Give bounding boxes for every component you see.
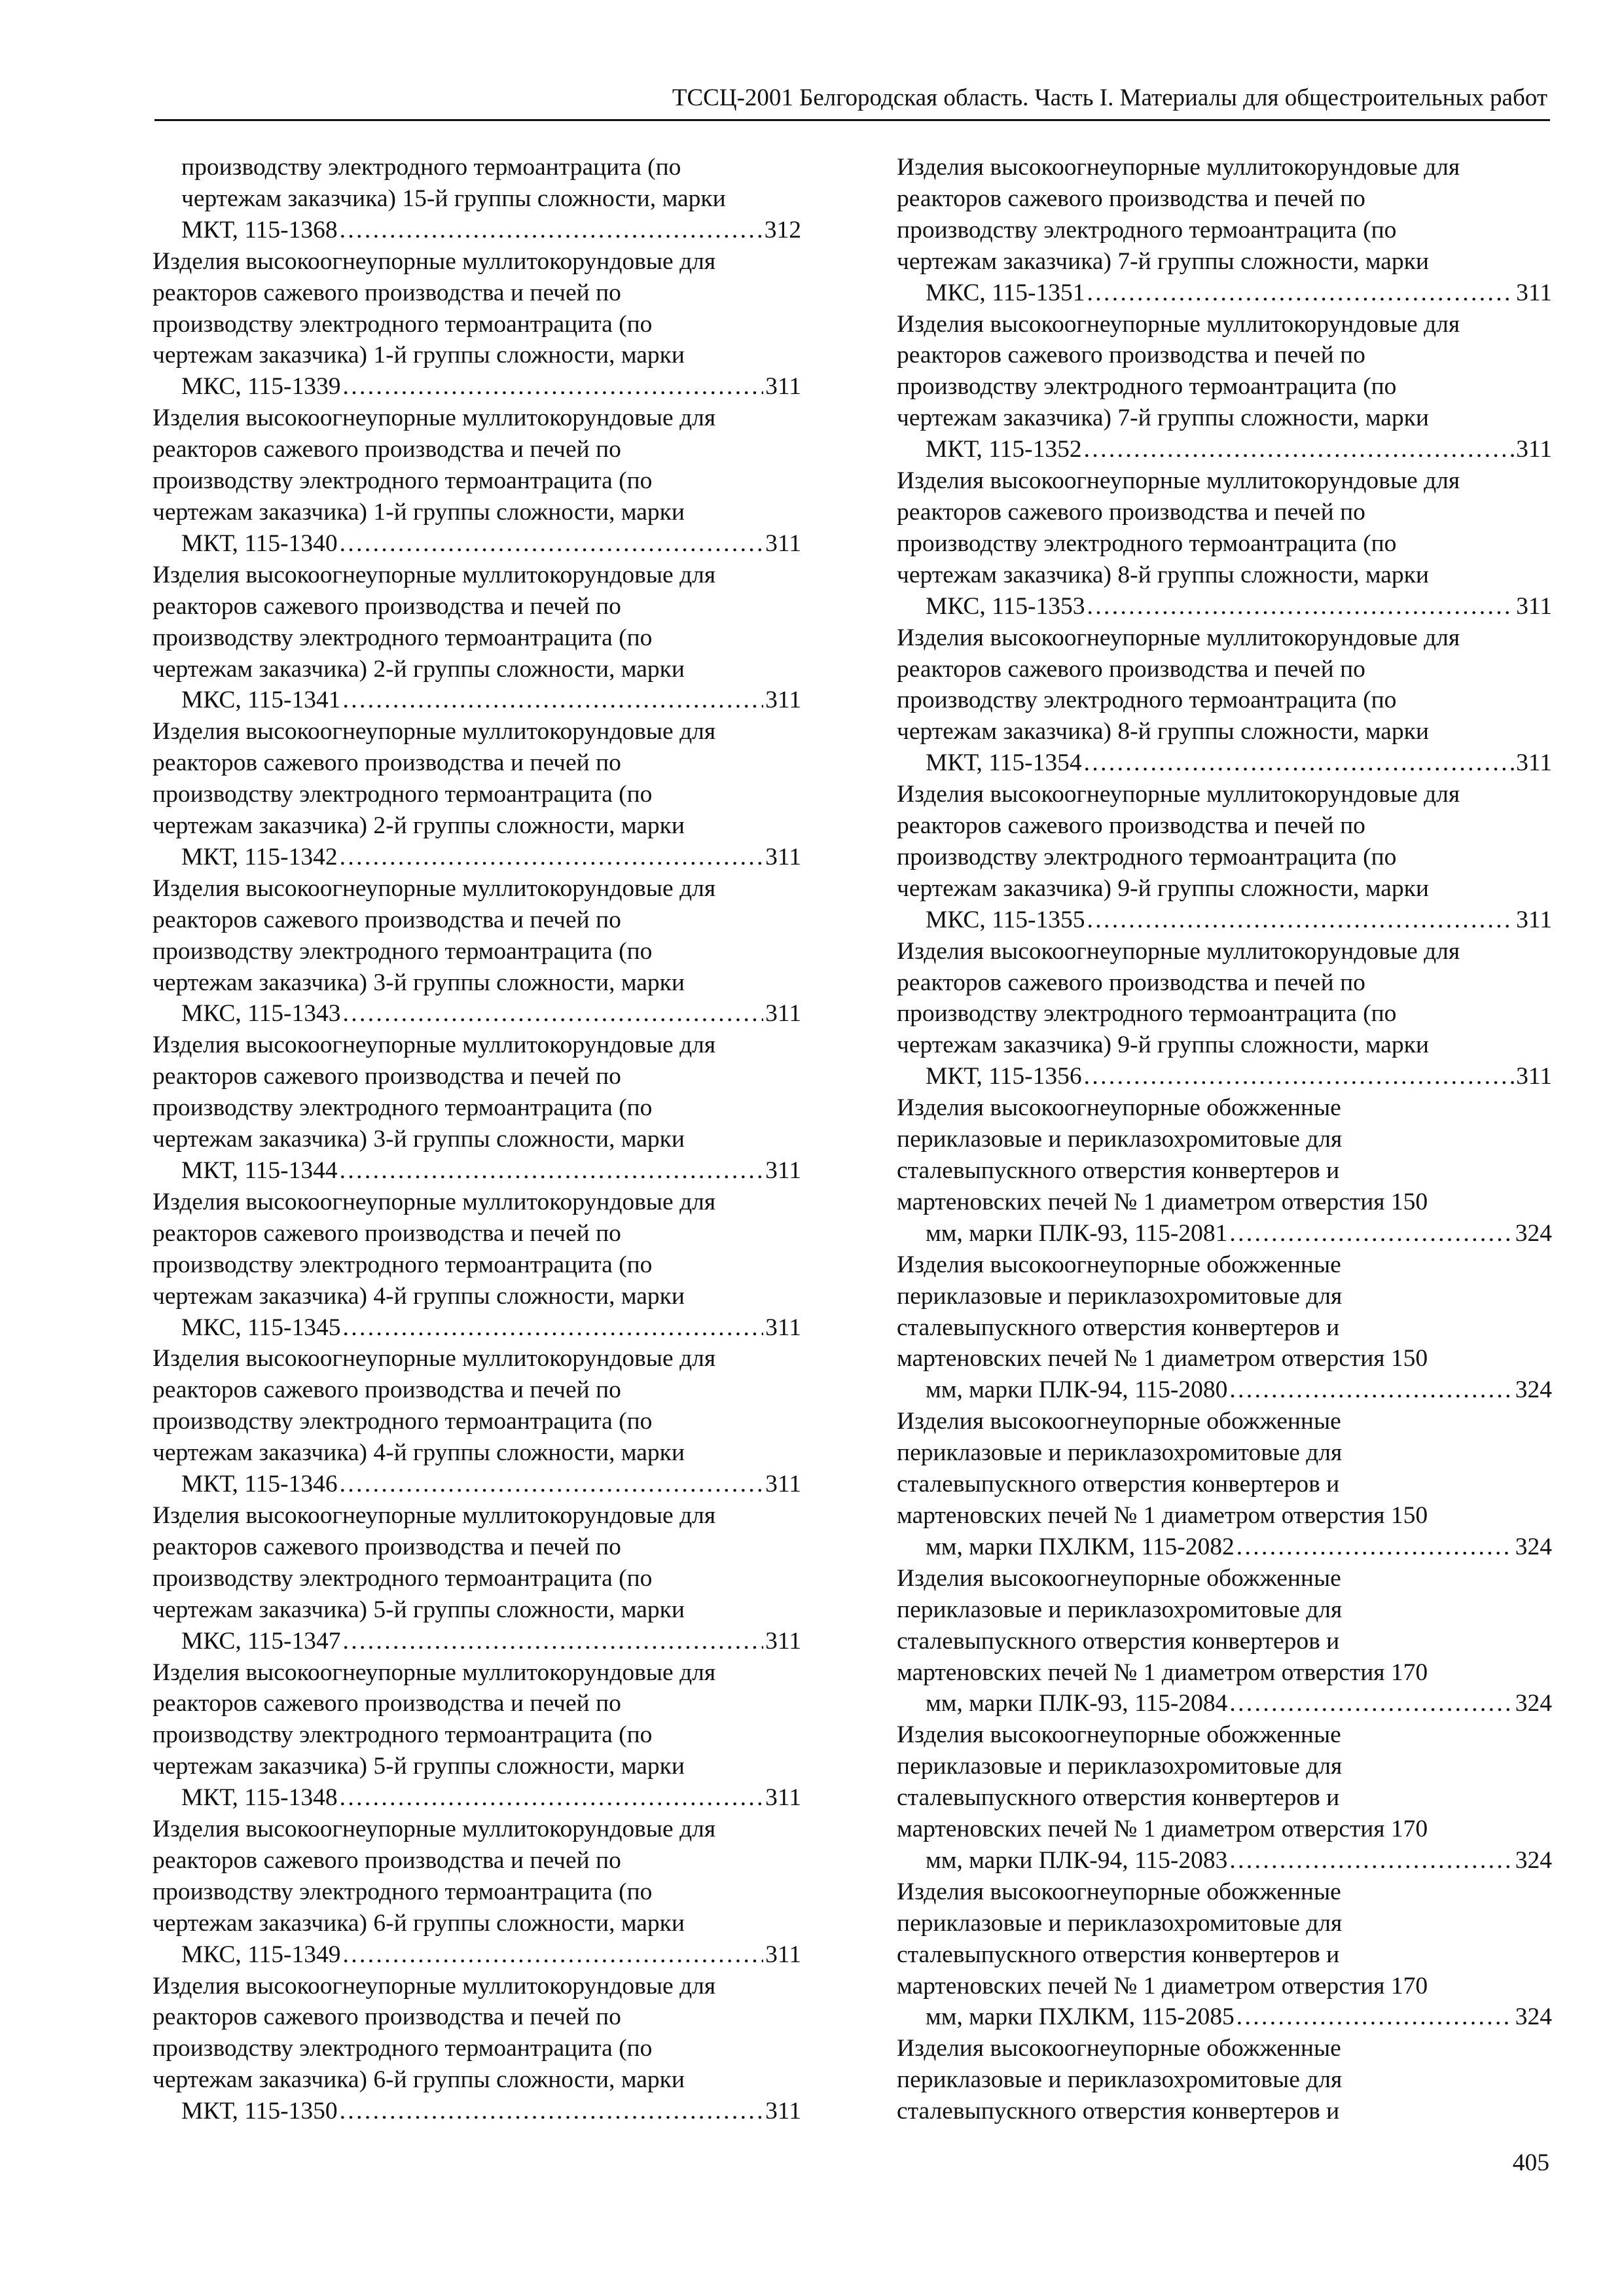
- dot-leader: [1236, 1532, 1513, 1563]
- entry-text-line: мартеновских печей № 1 диаметром отверстия 170: [897, 1816, 1428, 1843]
- entry-text-line: производству электродного термоантрацита (по: [153, 1094, 653, 1122]
- entry-page-ref: 311: [765, 687, 801, 714]
- entry-last-line: [181, 215, 801, 246]
- entry-text-line: сталевыпускного отверстия конвертеров и: [897, 1157, 1340, 1184]
- entry-text-line: сталевыпускного отверстия конвертеров и: [897, 1784, 1340, 1812]
- entry-text-line: реакторов сажевого производства и печей по: [153, 749, 621, 777]
- entry-code: мм, марки ПХЛКМ, 115-2085: [926, 2003, 1235, 2031]
- entry-text-line: реакторов сажевого производства и печей по: [153, 1690, 621, 1717]
- entry-text-line: Изделия высокоогнеупорные муллитокорундовые для: [153, 1501, 716, 1529]
- entry-text-line: Изделия высокоогнеупорные обожженные: [897, 1564, 1341, 1592]
- entry-page-ref: 311: [765, 529, 801, 557]
- entry-text-line: чертежам заказчика) 7-й группы сложности, марки: [897, 404, 1429, 432]
- entry-text-line: реакторов сажевого производства и печей по: [153, 1846, 621, 1874]
- dot-leader: [1229, 1218, 1513, 1249]
- index-entry: [897, 2033, 1552, 2127]
- entry-text-line: Изделия высокоогнеупорные обожженные: [897, 2035, 1341, 2062]
- entry-text-line: реакторов сажевого производства и печей по: [153, 2003, 621, 2031]
- entry-text-line: сталевыпускного отверстия конвертеров и: [897, 1314, 1340, 1341]
- entry-last-line: [181, 1469, 801, 1500]
- entry-code: мм, марки ПЛК-93, 115-2081: [926, 1219, 1228, 1247]
- dot-leader: [343, 371, 764, 403]
- entry-code: мм, марки ПХЛКМ, 115-2082: [926, 1533, 1235, 1560]
- entry-text-line: производству электродного термоантрацита (по: [153, 2035, 653, 2062]
- entry-text-line: Изделия высокоогнеупорные муллитокорундовые для: [153, 874, 716, 902]
- entry-page-ref: 311: [1516, 749, 1552, 777]
- entry-text-line: производству электродного термоантрацита (по: [897, 843, 1397, 870]
- entry-text-line: периклазовые и периклазохромитовые для: [897, 1126, 1343, 1153]
- entry-last-line: [926, 747, 1552, 779]
- entry-last-line: [181, 842, 801, 873]
- entry-code: МКТ, 115-1356: [926, 1063, 1082, 1090]
- index-entry: [153, 716, 801, 873]
- entry-code: МКТ, 115-1368: [181, 216, 338, 243]
- entry-text-line: чертежам заказчика) 1-й группы сложности, марки: [153, 498, 685, 526]
- entry-text-line: Изделия высокоогнеупорные муллитокорундовые для: [153, 1188, 716, 1215]
- index-entry: [897, 152, 1552, 309]
- index-entry: [897, 779, 1552, 936]
- entry-text-line: периклазовые и периклазохромитовые для: [897, 1909, 1343, 1937]
- entry-code: МКС, 115-1339: [181, 373, 341, 401]
- entry-text-line: Изделия высокоогнеупорные муллитокорундовые для: [897, 467, 1460, 495]
- entry-page-ref: 324: [1515, 1533, 1552, 1560]
- entry-text-line: мартеновских печей № 1 диаметром отверстия 150: [897, 1345, 1428, 1372]
- entry-page-ref: 311: [1516, 436, 1552, 463]
- entry-code: МКТ, 115-1354: [926, 749, 1082, 777]
- entry-page-ref: 311: [765, 1314, 801, 1341]
- entry-text-line: периклазовые и периклазохромитовые для: [897, 2066, 1343, 2094]
- entry-page-ref: 311: [765, 843, 801, 870]
- entry-text-line: Изделия высокоогнеупорные обожженные: [897, 1094, 1341, 1122]
- entry-text-line: сталевыпускного отверстия конвертеров и: [897, 1941, 1340, 1968]
- entry-page-ref: 311: [765, 1784, 801, 1812]
- entry-text-line: Изделия высокоогнеупорные муллитокорундовые для: [153, 718, 716, 745]
- entry-code: МКС, 115-1349: [181, 1941, 341, 1968]
- entry-text-line: реакторов сажевого производства и печей по: [153, 1533, 621, 1560]
- entry-last-line: [926, 1532, 1552, 1563]
- entry-text-line: производству электродного термоантрацита (по: [153, 624, 653, 651]
- entry-text-line: производству электродного термоантрацита (по: [181, 154, 681, 181]
- index-entry: [897, 1406, 1552, 1563]
- entry-page-ref: 324: [1515, 1690, 1552, 1717]
- entry-text-line: чертежам заказчика) 3-й группы сложности, марки: [153, 1126, 685, 1153]
- entry-text-line: производству электродного термоантрацита (по: [153, 1721, 653, 1749]
- entry-text-line: чертежам заказчика) 9-й группы сложности, марки: [897, 874, 1429, 902]
- entry-text-line: реакторов сажевого производства и печей по: [897, 185, 1365, 212]
- entry-text-line: реакторов сажевого производства и печей по: [153, 1376, 621, 1404]
- dot-leader: [340, 528, 764, 560]
- entry-text-line: производству электродного термоантрацита (по: [897, 216, 1397, 243]
- entry-text-line: реакторов сажевого производства и печей по: [153, 1063, 621, 1090]
- entry-text-line: реакторов сажевого производства и печей по: [153, 592, 621, 620]
- entry-code: МКС, 115-1341: [181, 687, 341, 714]
- entry-text-line: производству электродного термоантрацита (по: [897, 529, 1397, 557]
- entry-text-line: реакторов сажевого производства и печей по: [897, 342, 1365, 369]
- entry-text-line: чертежам заказчика) 5-й группы сложности, марки: [153, 1753, 685, 1780]
- entry-code: МКС, 115-1355: [926, 906, 1085, 933]
- dot-leader: [343, 1626, 764, 1657]
- entry-text-line: Изделия высокоогнеупорные муллитокорундовые для: [897, 937, 1460, 965]
- dot-leader: [340, 1155, 764, 1187]
- entry-last-line: [181, 1155, 801, 1187]
- dot-leader: [343, 1312, 764, 1344]
- dot-leader: [340, 1782, 764, 1814]
- index-column-left: [153, 152, 801, 2127]
- entry-last-line: [926, 1688, 1552, 1719]
- entry-text-line: Изделия высокоогнеупорные муллитокорундовые для: [153, 561, 716, 588]
- dot-leader: [1229, 1374, 1513, 1406]
- entry-last-line: [926, 1845, 1552, 1876]
- entry-text-line: производству электродного термоантрацита (по: [153, 937, 653, 965]
- entry-text-line: чертежам заказчика) 5-й группы сложности, марки: [153, 1596, 685, 1623]
- entry-text-line: сталевыпускного отверстия конвертеров и: [897, 2098, 1340, 2125]
- index-entry: [897, 1876, 1552, 2034]
- entry-text-line: производству электродного термоантрацита (по: [153, 467, 653, 495]
- entry-text-line: чертежам заказчика) 2-й группы сложности, марки: [153, 812, 685, 840]
- entry-page-ref: 311: [765, 1471, 801, 1498]
- entry-text-line: Изделия высокоогнеупорные обожженные: [897, 1408, 1341, 1435]
- entry-code: МКС, 115-1351: [926, 279, 1085, 306]
- entry-text-line: сталевыпускного отверстия конвертеров и: [897, 1627, 1340, 1655]
- entry-last-line: [926, 1218, 1552, 1249]
- entry-text-line: Изделия высокоогнеупорные муллитокорундовые для: [897, 624, 1460, 651]
- entry-text-line: чертежам заказчика) 6-й группы сложности, марки: [153, 1909, 685, 1937]
- entry-last-line: [181, 528, 801, 560]
- dot-leader: [1087, 905, 1515, 936]
- entry-text-line: чертежам заказчика) 8-й группы сложности, марки: [897, 561, 1429, 588]
- entry-text-line: мартеновских печей № 1 диаметром отверстия 170: [897, 1659, 1428, 1686]
- dot-leader: [343, 1939, 764, 1971]
- entry-text-line: Изделия высокоогнеупорные муллитокорундовые для: [153, 1345, 716, 1372]
- dot-leader: [1087, 278, 1515, 309]
- entry-last-line: [926, 434, 1552, 465]
- entry-text-line: Изделия высокоогнеупорные обожженные: [897, 1878, 1341, 1905]
- entry-code: мм, марки ПЛК-93, 115-2084: [926, 1690, 1228, 1717]
- entry-last-line: [926, 2001, 1552, 2033]
- dot-leader: [1236, 2001, 1513, 2033]
- index-entry: [153, 1187, 801, 1344]
- entry-text-line: мартеновских печей № 1 диаметром отверстия 150: [897, 1188, 1428, 1215]
- entry-text-line: Изделия высокоогнеупорные муллитокорундовые для: [153, 1031, 716, 1059]
- entry-text-line: чертежам заказчика) 1-й группы сложности, марки: [153, 342, 685, 369]
- entry-last-line: [181, 1626, 801, 1657]
- entry-page-ref: 311: [765, 1157, 801, 1184]
- entry-text-line: производству электродного термоантрацита (по: [897, 687, 1397, 714]
- entry-text-line: производству электродного термоантрацита (по: [897, 373, 1397, 401]
- index-entry: [153, 1030, 801, 1187]
- entry-page-ref: 311: [1516, 1063, 1552, 1090]
- index-entry: [153, 152, 801, 246]
- entry-text-line: чертежам заказчика) 2-й группы сложности, марки: [153, 655, 685, 683]
- dot-leader: [1084, 747, 1515, 779]
- entry-last-line: [181, 371, 801, 403]
- entry-last-line: [181, 685, 801, 716]
- header-title: ТССЦ-2001 Белгородская область. Часть I. Материалы для общестроительных работ: [672, 84, 1547, 111]
- entry-page-ref: 311: [765, 1941, 801, 1968]
- entry-text-line: производству электродного термоантрацита (по: [153, 1251, 653, 1278]
- entry-code: мм, марки ПЛК-94, 115-2083: [926, 1846, 1228, 1874]
- entry-text-line: производству электродного термоантрацита (по: [153, 1564, 653, 1592]
- entry-text-line: мартеновских печей № 1 диаметром отверстия 150: [897, 1501, 1428, 1529]
- entry-page-ref: 312: [764, 216, 801, 243]
- entry-text-line: производству электродного термоантрацита (по: [153, 781, 653, 808]
- index-entry: [153, 560, 801, 717]
- index-entry: [153, 1500, 801, 1657]
- index-entry: [153, 1657, 801, 1814]
- index-entry: [153, 1971, 801, 2128]
- index-entry: [897, 1563, 1552, 1720]
- entry-last-line: [181, 998, 801, 1030]
- entry-page-ref: 311: [1516, 592, 1552, 620]
- entry-page-ref: 324: [1515, 2003, 1552, 2031]
- index-entry: [153, 1814, 801, 1971]
- entry-text-line: сталевыпускного отверстия конвертеров и: [897, 1471, 1340, 1498]
- entry-code: МКТ, 115-1352: [926, 436, 1082, 463]
- entry-page-ref: 311: [765, 2098, 801, 2125]
- entry-last-line: [181, 1312, 801, 1344]
- entry-text-line: Изделия высокоогнеупорные муллитокорундовые для: [153, 1659, 716, 1686]
- entry-text-line: реакторов сажевого производства и печей по: [897, 969, 1365, 996]
- entry-text-line: чертежам заказчика) 9-й группы сложности, марки: [897, 1031, 1429, 1059]
- entry-code: МКТ, 115-1344: [181, 1157, 338, 1184]
- index-column-right: [897, 152, 1552, 2127]
- entry-page-ref: 311: [765, 373, 801, 401]
- entry-text-line: периклазовые и периклазохромитовые для: [897, 1596, 1343, 1623]
- entry-code: мм, марки ПЛК-94, 115-2080: [926, 1376, 1228, 1404]
- entry-text-line: реакторов сажевого производства и печей по: [153, 279, 621, 306]
- entry-text-line: чертежам заказчика) 8-й группы сложности, марки: [897, 718, 1429, 745]
- entry-last-line: [181, 1939, 801, 1971]
- dot-leader: [343, 685, 764, 716]
- page-number: 405: [1512, 2149, 1549, 2176]
- entry-last-line: [926, 1061, 1552, 1092]
- entry-text-line: чертежам заказчика) 7-й группы сложности, марки: [897, 247, 1429, 275]
- index-entry: [153, 873, 801, 1030]
- dot-leader: [1087, 591, 1515, 622]
- entry-text-line: реакторов сажевого производства и печей по: [897, 655, 1365, 683]
- entry-page-ref: 324: [1515, 1219, 1552, 1247]
- entry-text-line: производству электродного термоантрацита (по: [153, 1408, 653, 1435]
- dot-leader: [1084, 1061, 1515, 1092]
- entry-last-line: [926, 591, 1552, 622]
- entry-text-line: Изделия высокоогнеупорные обожженные: [897, 1251, 1341, 1278]
- entry-text-line: Изделия высокоогнеупорные муллитокорундовые для: [153, 404, 716, 432]
- entry-text-line: чертежам заказчика) 15-й группы сложности, марки: [181, 185, 726, 212]
- entry-last-line: [926, 1374, 1552, 1406]
- entry-page-ref: 311: [765, 1627, 801, 1655]
- entry-text-line: Изделия высокоогнеупорные муллитокорундовые для: [897, 310, 1460, 338]
- index-entry: [897, 309, 1552, 466]
- entry-text-line: реакторов сажевого производства и печей по: [153, 436, 621, 463]
- entry-text-line: производству электродного термоантрацита (по: [153, 1878, 653, 1905]
- entry-text-line: Изделия высокоогнеупорные муллитокорундовые для: [153, 1972, 716, 2000]
- dot-leader: [340, 215, 763, 246]
- dot-leader: [1229, 1688, 1513, 1719]
- entry-text-line: реакторов сажевого производства и печей по: [897, 498, 1365, 526]
- entry-text-line: реакторов сажевого производства и печей по: [153, 906, 621, 933]
- entry-text-line: периклазовые и периклазохромитовые для: [897, 1282, 1343, 1310]
- entry-text-line: периклазовые и периклазохромитовые для: [897, 1439, 1343, 1467]
- entry-text-line: мартеновских печей № 1 диаметром отверстия 170: [897, 1972, 1428, 2000]
- index-entry: [897, 1719, 1552, 1876]
- entry-page-ref: 311: [765, 1000, 801, 1028]
- entry-page-ref: 311: [1516, 906, 1552, 933]
- index-entry: [897, 1092, 1552, 1249]
- entry-code: МКТ, 115-1340: [181, 529, 338, 557]
- dot-leader: [1229, 1845, 1513, 1876]
- running-header: [154, 79, 1550, 121]
- entry-code: МКТ, 115-1346: [181, 1471, 338, 1498]
- index-entry: [153, 246, 801, 403]
- entry-last-line: [926, 278, 1552, 309]
- index-entry: [153, 403, 801, 560]
- entry-text-line: чертежам заказчика) 3-й группы сложности, марки: [153, 969, 685, 996]
- entry-text-line: Изделия высокоогнеупорные обожженные: [897, 1721, 1341, 1749]
- entry-code: МКС, 115-1353: [926, 592, 1085, 620]
- entry-text-line: чертежам заказчика) 6-й группы сложности, марки: [153, 2066, 685, 2094]
- entry-code: МКТ, 115-1350: [181, 2098, 338, 2125]
- entry-text-line: Изделия высокоогнеупорные муллитокорундовые для: [897, 154, 1460, 181]
- entry-page-ref: 324: [1515, 1846, 1552, 1874]
- dot-leader: [343, 998, 764, 1030]
- entry-text-line: реакторов сажевого производства и печей по: [897, 812, 1365, 840]
- entry-page-ref: 311: [1516, 279, 1552, 306]
- entry-text-line: производству электродного термоантрацита (по: [897, 1000, 1397, 1028]
- entry-text-line: чертежам заказчика) 4-й группы сложности, марки: [153, 1282, 685, 1310]
- entry-text-line: Изделия высокоогнеупорные муллитокорундовые для: [153, 1816, 716, 1843]
- dot-leader: [1084, 434, 1515, 465]
- entry-text-line: Изделия высокоогнеупорные муллитокорундовые для: [897, 781, 1460, 808]
- entry-text-line: периклазовые и периклазохромитовые для: [897, 1753, 1343, 1780]
- index-entry: [897, 936, 1552, 1093]
- entry-last-line: [181, 2096, 801, 2127]
- entry-text-line: чертежам заказчика) 4-й группы сложности, марки: [153, 1439, 685, 1467]
- entry-code: МКТ, 115-1342: [181, 843, 338, 870]
- entry-code: МКТ, 115-1348: [181, 1784, 338, 1812]
- index-entry: [897, 465, 1552, 622]
- entry-text-line: Изделия высокоогнеупорные муллитокорундовые для: [153, 247, 716, 275]
- entry-code: МКС, 115-1343: [181, 1000, 341, 1028]
- index-entry: [153, 1343, 801, 1500]
- entry-text-line: реакторов сажевого производства и печей по: [153, 1219, 621, 1247]
- entry-code: МКС, 115-1347: [181, 1627, 341, 1655]
- entry-page-ref: 324: [1515, 1376, 1552, 1404]
- entry-last-line: [181, 1782, 801, 1814]
- index-entry: [897, 622, 1552, 780]
- entry-text-line: производству электродного термоантрацита (по: [153, 310, 653, 338]
- entry-last-line: [926, 905, 1552, 936]
- dot-leader: [340, 842, 764, 873]
- dot-leader: [340, 2096, 764, 2127]
- index-entry: [897, 1249, 1552, 1407]
- dot-leader: [340, 1469, 764, 1500]
- entry-code: МКС, 115-1345: [181, 1314, 341, 1341]
